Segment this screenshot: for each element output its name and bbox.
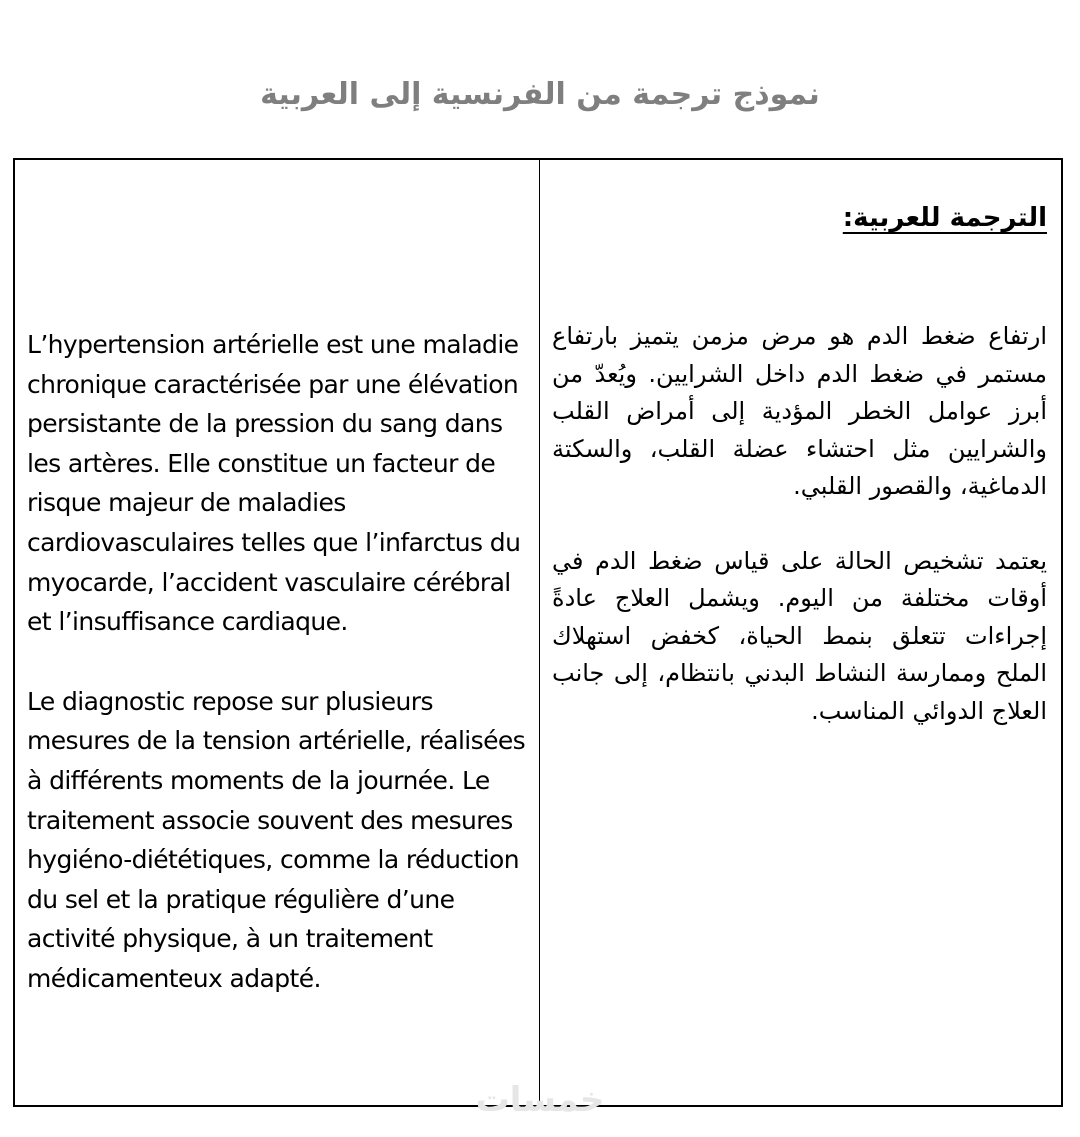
arabic-translation-column <box>540 160 1061 1105</box>
translation-table <box>13 158 1063 1107</box>
french-paragraph-2: Le diagnostic repose sur plusieurs mesures de la tension artérielle, réalisées à différents moments de la journée. Le traitement associe souvent des mesures hygiéno-diététiques, comme la réduction du sel et la pratique régulière d’une activité physique, à un traitement médicamenteux adapté. <box>27 686 526 993</box>
arabic-column-heading: الترجمة للعربية: <box>842 203 1047 233</box>
french-paragraph-1: L’hypertension artérielle est une maladie chronique caractérisée par une élévation persistante de la pression du sang dans les artères. Elle constitue un facteur de risque majeur de maladies cardiovasculaires telles que l’infarctus du myocarde, l’accident vasculaire cérébral et l’insuffisance cardiaque. <box>27 330 521 637</box>
document-title: نموذج ترجمة من الفرنسية إلى العربية <box>260 77 820 112</box>
arabic-paragraph-1: ارتفاع ضغط الدم هو مرض مزمن يتميز بارتفاع مستمر في ضغط الدم داخل الشرايين. ويُعدّ من أبرز عوامل الخطر المؤدية إلى أمراض القلب والشرايين مثل احتشاء عضلة القلب، والسكتة الدماغية، والقصور القلبي. <box>552 322 1047 500</box>
khamsat-watermark: خمسات <box>475 1080 605 1120</box>
arabic-paragraph-2: يعتمد تشخيص الحالة على قياس ضغط الدم في أوقات مختلفة من اليوم. ويشمل العلاج عادةً إجراءات تتعلق بنمط الحياة، كخفض استهلاك الملح وممارسة النشاط البدني بانتظام، إلى جانب العلاج الدوائي المناسب. <box>552 546 1047 725</box>
french-source-column <box>15 160 540 1105</box>
